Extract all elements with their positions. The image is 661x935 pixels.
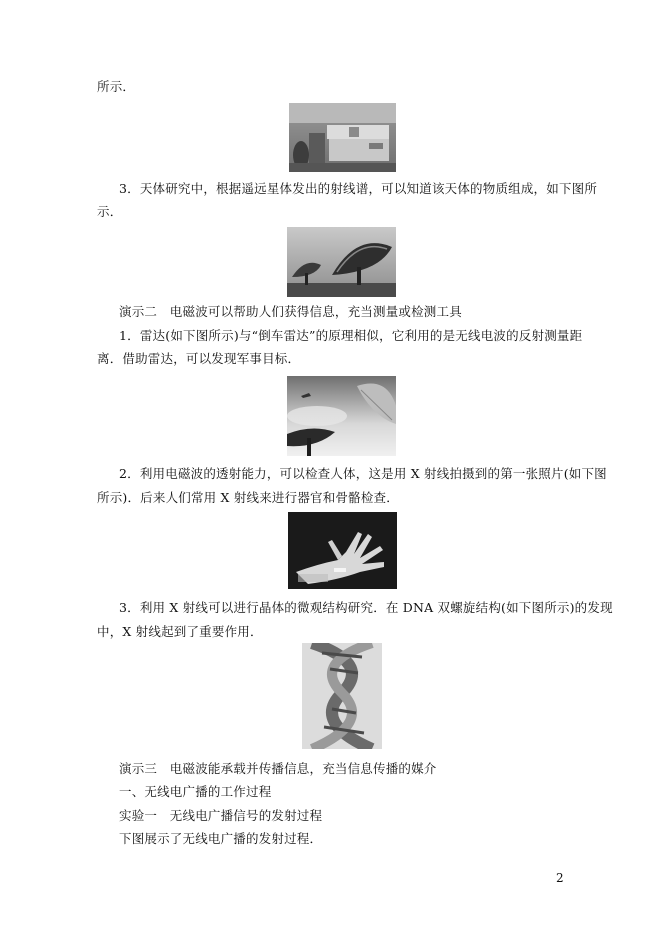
figure-radio-telescopes [287,227,396,297]
text-line-6: 离．借助雷达，可以发现军事目标． [97,351,301,366]
figure-dna-helix [302,643,382,749]
text-line-5: 1．雷达(如下图所示)与“倒车雷达”的原理相似，它利用的是无线电波的反射测量距 [119,328,583,343]
text-line-8: 所示)．后来人们常用 X 射线来进行器官和骨骼检查． [97,490,399,505]
figure-lab-instrument [289,103,396,172]
text-line-10: 中，X 射线起到了重要作用． [97,624,263,639]
figure-hand-xray [288,512,397,589]
figure-radar [287,376,396,456]
text-line-11: 演示三 电磁波能承载并传播信息，充当信息传播的媒介 [119,761,437,776]
text-line-9: 3．利用 X 射线可以进行晶体的微观结构研究．在 DNA 双螺旋结构(如下图所示)的发现 [119,600,613,615]
page-number: 2 [556,871,564,885]
text-line-1: 所示． [97,79,136,94]
text-line-13: 实验一 无线电广播信号的发射过程 [119,808,323,823]
text-line-3: 示． [97,204,123,219]
text-line-2: 3．天体研究中，根据遥远星体发出的射线谱，可以知道该天体的物质组成，如下图所 [119,181,598,196]
text-line-14: 下图展示了无线电广播的发射过程． [119,831,323,846]
text-line-7: 2．利用电磁波的透射能力，可以检查人体，这是用 X 射线拍摄到的第一张照片(如下图 [119,466,607,481]
text-line-12: 一、无线电广播的工作过程 [119,784,272,799]
text-line-4: 演示二 电磁波可以帮助人们获得信息，充当测量或检测工具 [119,304,462,319]
